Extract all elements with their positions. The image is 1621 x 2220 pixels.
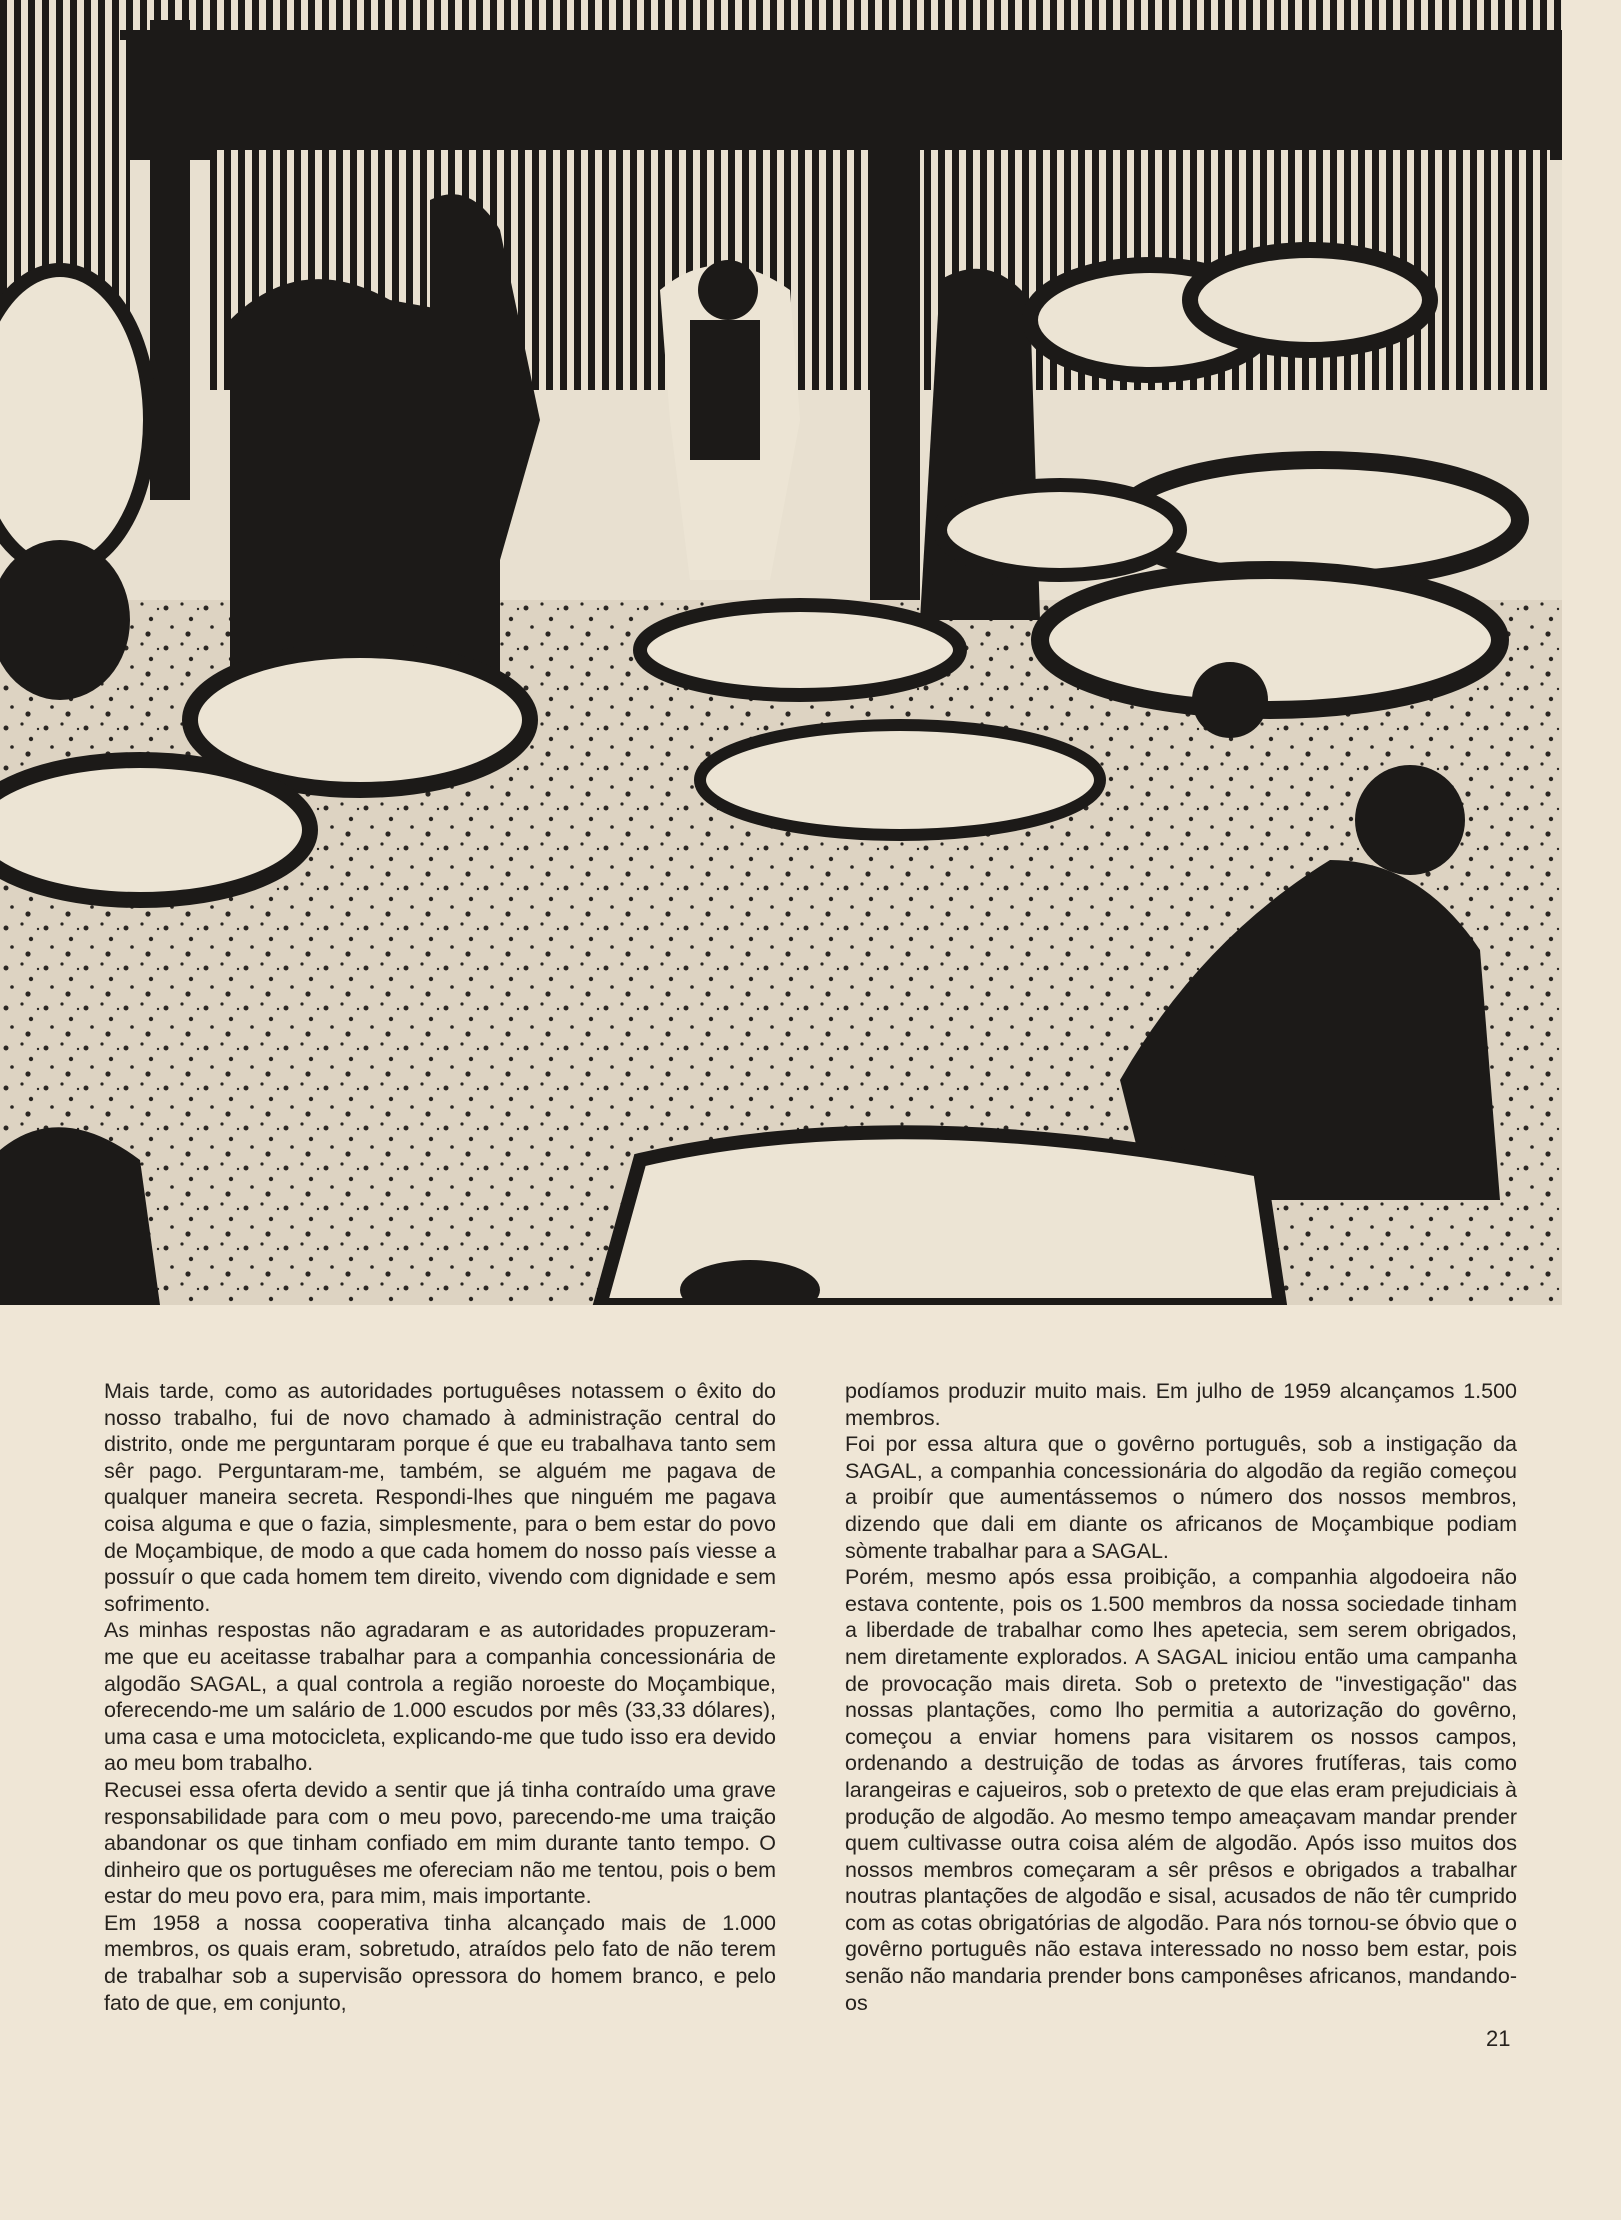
paragraph: Em 1958 a nossa cooperativa tinha alcançado mais de 1.000 membros, os quais eram, sobretudo, atraídos pelo fato de não terem de trabalhar sob a supervisão opressora do homem branco, e pelo fato de que, em conjunto,: [104, 1910, 776, 2015]
paragraph: Recusei essa oferta devido a sentir que já tinha contraído uma grave responsabilidade para com o meu povo, parecendo-me uma traição abandonar os que tinham confiado em mim durante tanto tempo. O dinheiro que os portuguêses me ofereciam não me tentou, pois o bem estar do meu povo era, para mim, mais importante.: [104, 1777, 776, 1909]
paragraph: Mais tarde, como as autoridades portuguêses notassem o êxito do nosso trabalho, fui de novo chamado à administração central do distrito, onde me perguntaram porque é que eu trabalhava tanto sem sêr pago. Perguntaram-me, também, se alguém me pagava de qualquer maneira secreta. Respondi-lhes que ninguém me pagava coisa alguma e que o fazia, simplesmente, para o bem estar do povo de Moçambique, de modo a que cada homem do nosso país viesse a possuír o que cada homem tem direito, vivendo com dignidade e sem sofrimento.: [104, 1379, 776, 1616]
paragraph: Porém, mesmo após essa proibição, a companhia algodoeira não estava contente, pois os 1.500 membros da nossa sociedade tinham a liberdade de trabalhar como lhes apetecia, sem serem obrigados, nem diretamente explorados. A SAGAL iniciou então uma campanha de provocação mais direta. Sob o pretexto de "investigação" das nossas plantações, como lho permitia a autorização do govêrno, começou a enviar homens para visitarem os nossos campos, ordenando a destruição de todas as árvores frutíferas, tais como larangeiras e cajueiros, sob o pretexto de que elas eram prejudiciais à produção de algodão. Ao mesmo tempo ameaçavam mandar prender quem cultivasse outra coisa além de algodão. Após isso muitos dos nossos membros começaram a sêr prêsos e obrigados a trabalhar noutras plantações de algodão e sisal, acusados de não têr cumprido com as cotas obrigatórias de algodão. Para nós tornou-se óbvio que o govêrno português não estava interessado no nosso bem estar, pois senão não mandaria prender bons camponêses africanos, mandando-os: [845, 1565, 1517, 2015]
paragraph: Foi por essa altura que o govêrno português, sob a instigação da SAGAL, a companhia concessionária do algodão da região começou a proibír que aumentássemos o número dos nossos membros, dizendo que dali em diante os africanos de Moçambique podiam sòmente trabalhar para a SAGAL.: [845, 1432, 1517, 1563]
paragraph: podíamos produzir muito mais. Em julho de 1959 alcançamos 1.500 membros.: [845, 1379, 1517, 1430]
paragraph: As minhas respostas não agradaram e as autoridades propuzeram-me que eu aceitasse trabalhar para a companhia concessionária de algodão SAGAL, a qual controla a região noroeste do Moçambique, oferecendo-me um salário de 1.000 escudos por mês (33,33 dólares), uma casa e uma motocicleta, explicando-me que tudo isso era devido ao meu bom trabalho.: [104, 1618, 776, 1776]
left-text-column: [104, 1378, 776, 2016]
right-text-column: [845, 1378, 1517, 2016]
page-number: 21: [1486, 2026, 1511, 2051]
